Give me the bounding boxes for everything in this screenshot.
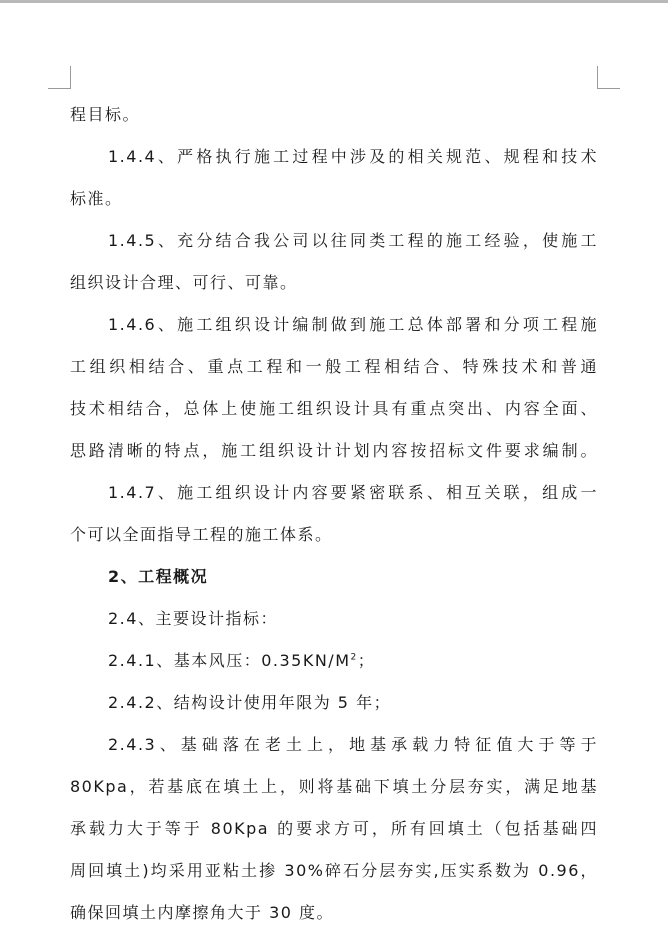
paragraph-2-4-3: 2.4.3、基础落在老土上，地基承载力特征值大于等于 xyxy=(108,735,598,754)
section-heading: 2、工程概况 xyxy=(108,567,209,586)
text-span: ； xyxy=(357,651,376,670)
text-span: 2.4.1、基本风压：0.35KN/M xyxy=(108,651,351,670)
text-line: 个可以全面指导工程的施工体系。 xyxy=(70,525,333,544)
document-body xyxy=(70,100,598,940)
text-line: 技术相结合，总体上使施工组织设计具有重点突出、内容全面、 xyxy=(70,399,598,418)
paragraph-1-4-7: 1.4.7、施工组织设计内容要紧密联系、相互关联，组成一 xyxy=(108,483,598,502)
text-line: 组织设计合理、可行、可靠。 xyxy=(70,273,298,292)
text-line: 周回填土)均采用亚粘土掺 30%碎石分层夯实,压实系数为 0.96， xyxy=(70,861,598,880)
text-line: 标准。 xyxy=(70,189,123,208)
paragraph-1-4-6: 1.4.6、施工组织设计编制做到施工总体部署和分项工程施 xyxy=(108,315,598,334)
text-line: 工组织相结合、重点工程和一般工程相结合、特殊技术和普通 xyxy=(70,357,598,376)
text-line: 80Kpa，若基底在填土上，则将基础下填土分层夯实，满足地基 xyxy=(70,777,598,796)
paragraph-2-4-2: 2.4.2、结构设计使用年限为 5 年； xyxy=(108,693,392,712)
page-margin-mark-left xyxy=(48,66,71,89)
paragraph-2-4: 2.4、主要设计指标： xyxy=(108,609,278,628)
paragraph-2-4-1 xyxy=(70,646,598,688)
text-line: 承载力大于等于 80Kpa 的要求方可，所有回填土（包括基础四 xyxy=(70,819,598,838)
window-top-border xyxy=(0,0,668,3)
superscript: 2 xyxy=(350,652,358,663)
paragraph-1-4-5: 1.4.5、充分结合我公司以往同类工程的施工经验，使施工 xyxy=(108,231,598,250)
text-line: 程目标。 xyxy=(70,105,141,124)
text-line: 思路清晰的特点，施工组织设计计划内容按招标文件要求编制。 xyxy=(70,441,598,460)
text-line: 确保回填土内摩擦角大于 30 度。 xyxy=(70,903,335,922)
page-margin-mark-right xyxy=(597,66,620,89)
paragraph-1-4-4: 1.4.4、严格执行施工过程中涉及的相关规范、规程和技术 xyxy=(108,147,598,166)
